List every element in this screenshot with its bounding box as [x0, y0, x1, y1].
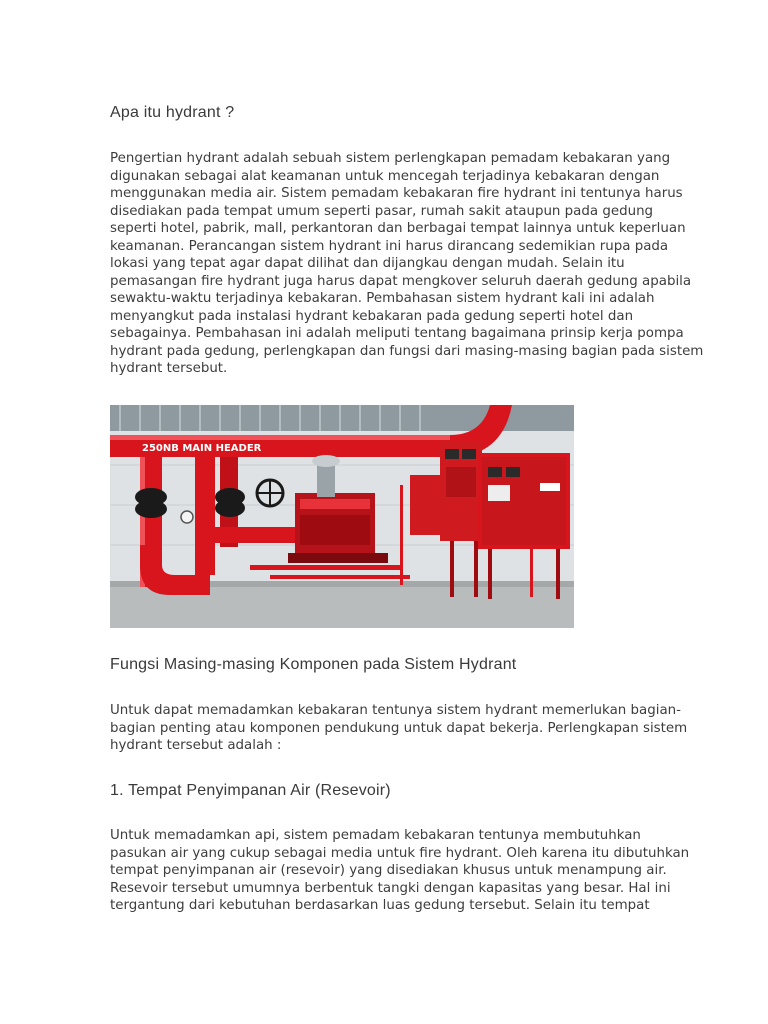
components-intro-paragraph — [110, 702, 700, 755]
paragraph-line: menyangkut pada instalasi hydrant kebakaran pada gedung seperti hotel dan — [110, 308, 634, 324]
paragraph-line: Pengertian hydrant adalah sebuah sistem perlengkapan pemadam kebakaran yang — [110, 151, 671, 166]
paragraph-line: tempat penyimpanan air (resevoir) yang disediakan khusus untuk menampung air. — [110, 863, 667, 878]
paragraph-line: pemasangan fire hydrant juga harus dapat mengkover seluruh daerah gedung apabila — [110, 273, 692, 289]
paragraph-line: seperti hotel, pabrik, mall, perkantoran dan berbagai tempat lainnya untuk keperluan — [110, 221, 686, 236]
paragraph-line: digunakan sebagai alat keamanan untuk mencegah terjadinya kebakaran dengan — [110, 168, 660, 184]
paragraph-line: hydrant tersebut adalah : — [110, 738, 282, 753]
paragraph-line: sewaktu-waktu terjadinya kebakaran. Pembahasan sistem hydrant kali ini adalah — [110, 291, 655, 306]
section-heading-what-is-hydrant: Apa itu hydrant ? — [110, 104, 235, 121]
paragraph-line: Resevoir tersebut umumnya berbentuk tangki dengan kapasitas yang besar. Hal ini — [110, 880, 671, 896]
main-header-label: 250NB MAIN HEADER — [142, 443, 262, 454]
paragraph-line: hydrant pada gedung, perlengkapan dan fungsi dari masing-masing bagian pada sistem — [110, 343, 704, 359]
paragraph-line: sebagainya. Pembahasan ini adalah meliputi tentang bagaimana prinsip kerja pompa — [110, 326, 684, 341]
paragraph-line: disediakan pada tempat umum seperti pasar, rumah sakit ataupun pada gedung — [110, 203, 654, 219]
paragraph-line: Untuk dapat memadamkan kebakaran tentunya sistem hydrant memerlukan bagian- — [110, 703, 681, 718]
paragraph-line: pasukan air yang cukup sebagai media untuk fire hydrant. Oleh karena itu dibutuhkan — [110, 845, 690, 861]
hydrant-pump-room-photo — [110, 405, 574, 628]
intro-paragraph — [110, 150, 704, 378]
section-heading-reservoir: 1. Tempat Penyimpanan Air (Resevoir) — [110, 782, 391, 799]
section-heading-component-functions: Fungsi Masing-masing Komponen pada Sistem Hydrant — [110, 656, 517, 673]
reservoir-paragraph — [110, 827, 700, 915]
paragraph-line: tergantung dari kebutuhan berdasarkan luas gedung tersebut. Selain itu tempat — [110, 898, 650, 913]
paragraph-line: Untuk memadamkan api, sistem pemadam kebakaran tentunya membutuhkan — [110, 828, 641, 843]
paragraph-line: keamanan. Perancangan sistem hydrant ini harus dirancang sedemikian rupa pada — [110, 238, 669, 254]
paragraph-line: lokasi yang tepat agar dapat dilihat dan dijangkau dengan mudah. Selain itu — [110, 256, 625, 271]
paragraph-line: menggunakan media air. Sistem pemadam kebakaran fire hydrant ini tentunya harus — [110, 186, 683, 201]
paragraph-line: bagian penting atau komponen pendukung untuk dapat bekerja. Perlengkapan sistem — [110, 720, 688, 736]
paragraph-line: hydrant tersebut. — [110, 361, 228, 376]
